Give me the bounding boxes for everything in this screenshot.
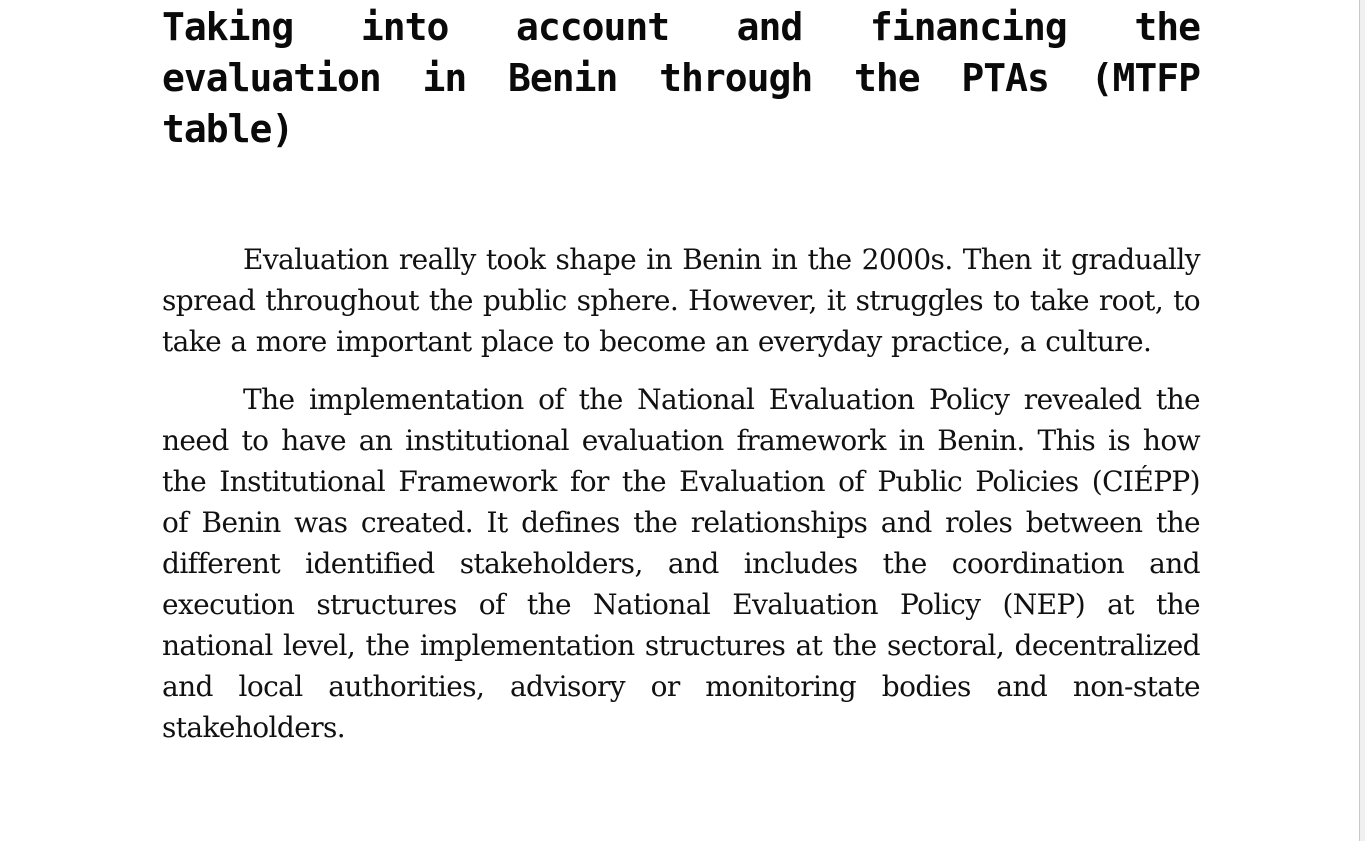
document-title: Taking into account and financing the evaluation in Benin through the PTAs (MTFP table) bbox=[162, 5, 1200, 151]
paragraph-1: Evaluation really took shape in Benin in the 2000s. Then it gradually spread throughout the public sphere. However, it struggles to take root, to take a more important place to become an everyday practice, a culture. bbox=[162, 243, 1200, 358]
document-content bbox=[162, 2, 1200, 765]
scrollbar-edge[interactable] bbox=[1360, 0, 1365, 841]
paragraph-2: The implementation of the National Evaluation Policy revealed the need to have an institutional evaluation framework in Benin. This is how the Institutional Framework for the Evaluation of Public Policies (CIÉPP) of Benin was created. It defines the relationships and roles between the different identified stakeholders, and includes the coordination and execution structures of the National Evaluation Policy (NEP) at the national level, the implementation structures at the sectoral, decentralized and local authorities, advisory or monitoring bodies and non-state stakeholders. bbox=[162, 383, 1200, 744]
document-body bbox=[162, 239, 1200, 748]
